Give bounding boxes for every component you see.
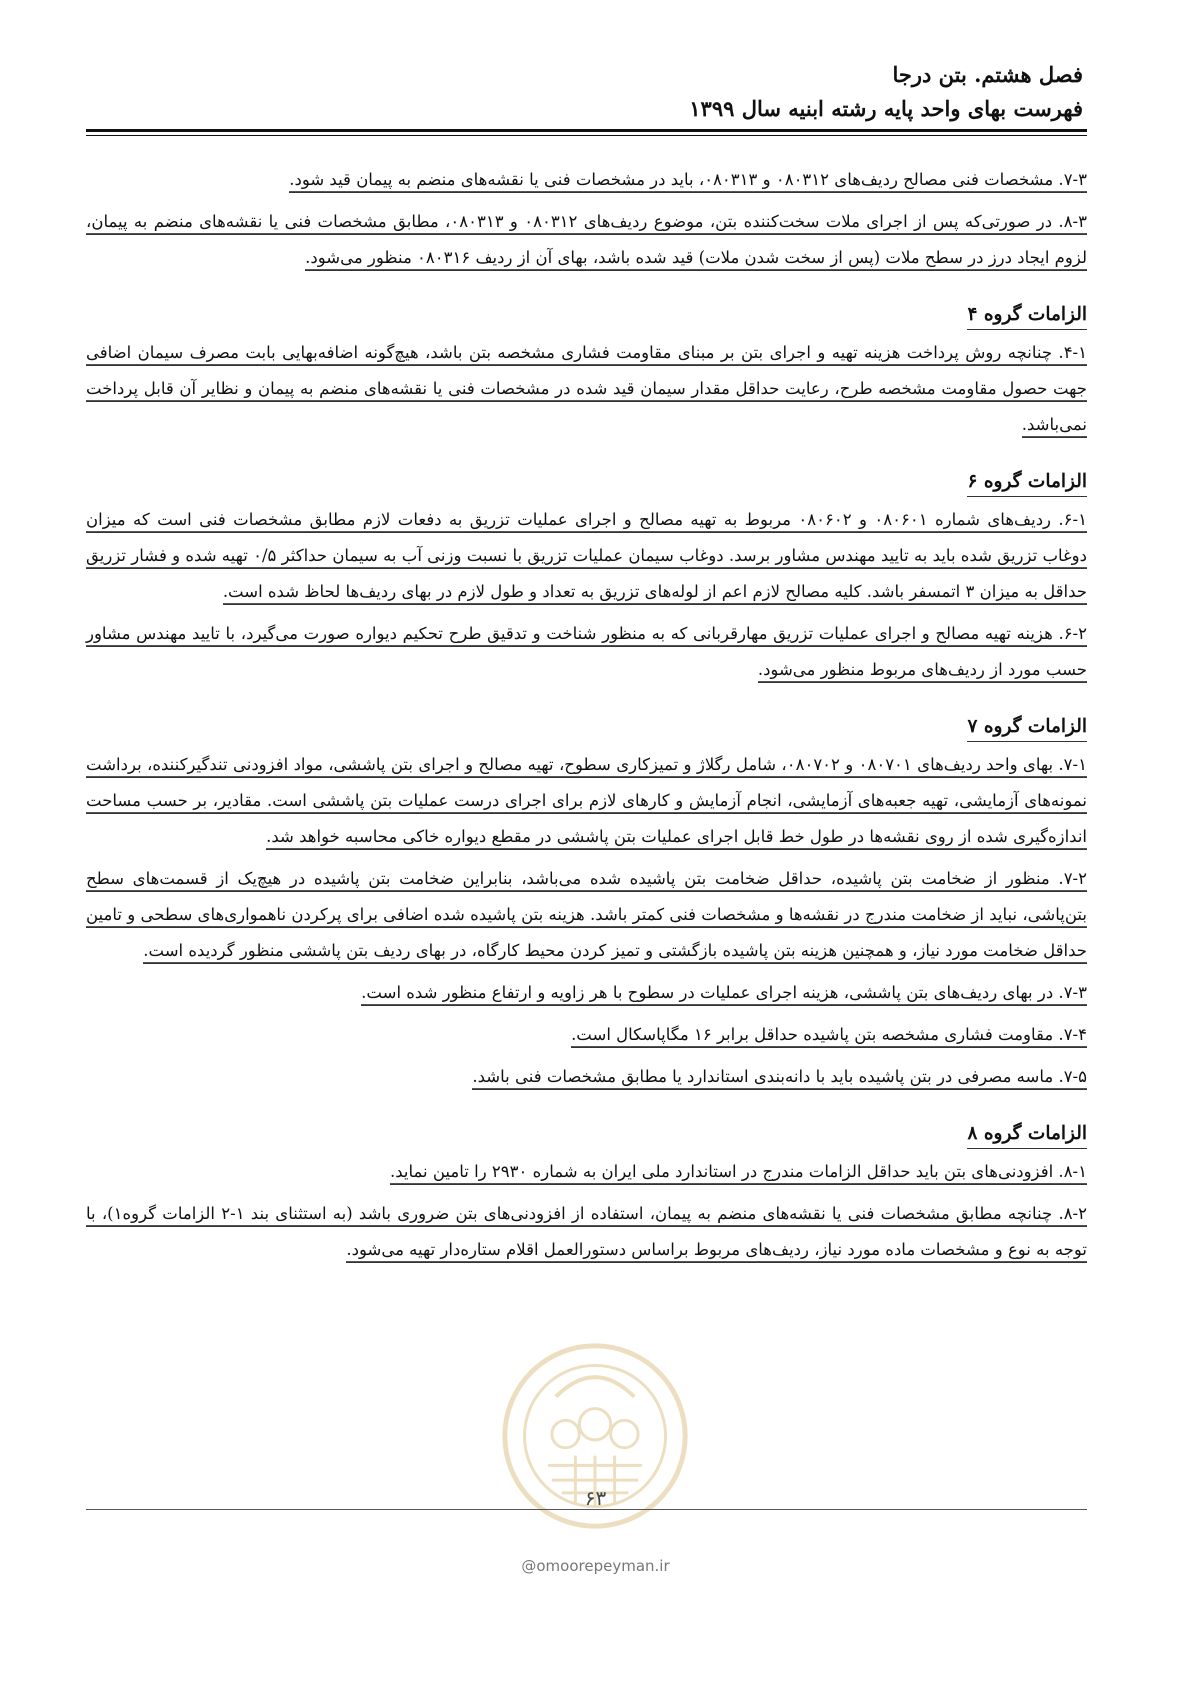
paragraph-4-1: ۴-۱. چنانچه روش پرداخت هزینه تهیه و اجرای بتن بر مبنای مقاومت فشاری مشخصه بتن باشد، هیچ‌گونه اضافه‌بهایی بابت مصرف سیمان اضافی جهت حصول مقاومت مشخصه طرح، رعایت حداقل مقدار سیمان قید شده در مشخصات فنی یا نقشه‌های منضم به پیمان و نظایر آن قابل پرداخت نمی‌باشد. — [86, 335, 1087, 443]
document-body — [86, 162, 1087, 1274]
website-watermark: @omoorepeyman.ir — [521, 1557, 670, 1575]
paragraph-7-1: ۷-۱. بهای واحد ردیف‌های ۰۸۰۷۰۱ و ۰۸۰۷۰۲، شامل رگلاژ و تمیزکاری سطوح، تهیه مصالح و اجرای بتن پاششی، مواد افزودنی تندگیرکننده، برداشت نمونه‌های آزمایشی، تهیه جعبه‌های آزمایشی، انجام آزمایش و کارهای لازم برای اجرای درست عملیات بتن پاششی است. مقادیر، بر حسب مساحت اندازه‌گیری شده از روی نقشه‌ها در طول خط قابل اجرای عملیات بتن پاششی در مقطع دیواره خاکی محاسبه خواهد شد. — [86, 747, 1087, 855]
paragraph-8-2: ۸-۲. چنانچه مطابق مشخصات فنی یا نقشه‌های منضم به پیمان، استفاده از افزودنی‌های بتن ضروری باشد (به استثنای بند ۱-۲ الزامات گروه۱)، با توجه به نوع و مشخصات ماده مورد نیاز، ردیف‌های مربوط براساس دستورالعمل اقلام ستاره‌دار تهیه می‌شود. — [86, 1196, 1087, 1268]
paragraph-7-5: ۷-۵. ماسه مصرفی در بتن پاشیده باید با دانه‌بندی استاندارد یا مطابق مشخصات فنی باشد. — [86, 1059, 1087, 1095]
paragraph-6-2: ۶-۲. هزینه تهیه مصالح و اجرای عملیات تزریق مهارقربانی که به منظور شناخت و تدقیق طرح تحکیم دیواره صورت می‌گیرد، با تایید مهندس مشاور حسب مورد از ردیف‌های مربوط منظور می‌شود. — [86, 616, 1087, 688]
header-rule-thick — [86, 129, 1087, 132]
footer-rule — [86, 1509, 1087, 1510]
section-heading-group-6: الزامات گروه ۶ — [86, 471, 1087, 492]
section-heading-group-8: الزامات گروه ۸ — [86, 1123, 1087, 1144]
header-rule-thin — [86, 135, 1087, 136]
document-subtitle: فهرست بهای واحد پایه رشته ابنیه سال ۱۳۹۹ — [689, 96, 1083, 121]
paragraph-7-4: ۷-۴. مقاومت فشاری مشخصه بتن پاشیده حداقل برابر ۱۶ مگاپاسکال است. — [86, 1017, 1087, 1053]
paragraph-7-3: ۷-۳. در بهای ردیف‌های بتن پاششی، هزینه اجرای عملیات در سطوح با هر زاویه و ارتفاع منظور شده است. — [86, 975, 1087, 1011]
page-number: ۶۳ — [584, 1486, 607, 1510]
paragraph-3-8: ۸-۳. در صورتی‌که پس از اجرای ملات سخت‌کننده بتن، موضوع ردیف‌های ۰۸۰۳۱۲ و ۰۸۰۳۱۳، مطابق مشخصات فنی یا نقشه‌های منضم به پیمان، لزوم ایجاد درز در سطح ملات (پس از سخت شدن ملات) قید شده باشد، بهای آن از ردیف ۰۸۰۳۱۶ منظور می‌شود. — [86, 204, 1087, 276]
section-heading-group-4: الزامات گروه ۴ — [86, 304, 1087, 325]
paragraph-3-7: ۷-۳. مشخصات فنی مصالح ردیف‌های ۰۸۰۳۱۲ و ۰۸۰۳۱۳، باید در مشخصات فنی یا نقشه‌های منضم به پیمان قید شود. — [86, 162, 1087, 198]
paragraph-7-2: ۷-۲. منظور از ضخامت بتن پاشیده، حداقل ضخامت بتن پاشیده شده می‌باشد، بنابراین ضخامت بتن پاشیده در هیچ‌یک از قسمت‌های سطح بتن‌پاشی، نباید از ضخامت مندرج در نقشه‌ها و مشخصات فنی کمتر باشد. هزینه بتن پاشیده شده اضافی برای پرکردن ناهمواری‌های سطحی و تامین حداقل ضخامت مورد نیاز، و همچنین هزینه بتن پاشیده بازگشتی و تمیز کردن محیط کارگاه، در بهای ردیف بتن پاششی منظور گردیده است. — [86, 861, 1087, 969]
chapter-title: فصل هشتم. بتن درجا — [892, 62, 1083, 87]
paragraph-8-1: ۸-۱. افزودنی‌های بتن باید حداقل الزامات مندرج در استاندارد ملی ایران به شماره ۲۹۳۰ را تامین نماید. — [86, 1154, 1087, 1190]
paragraph-6-1: ۶-۱. ردیف‌های شماره ۰۸۰۶۰۱ و ۰۸۰۶۰۲ مربوط به تهیه مصالح و اجرای عملیات تزریق به دفعات لازم مطابق مشخصات فنی است که میزان دوغاب تزریق شده باید به تایید مهندس مشاور برسد. دوغاب سیمان عملیات تزریق با نسبت وزنی آب به سیمان حداکثر ۰/۵ تهیه شده و فشار تزریق حداقل به میزان ۳ اتمسفر باشد. کلیه مصالح لازم اعم از لوله‌های تزریق به تعداد و طول لازم در بهای ردیف‌ها لحاظ شده است. — [86, 502, 1087, 610]
section-heading-group-7: الزامات گروه ۷ — [86, 716, 1087, 737]
